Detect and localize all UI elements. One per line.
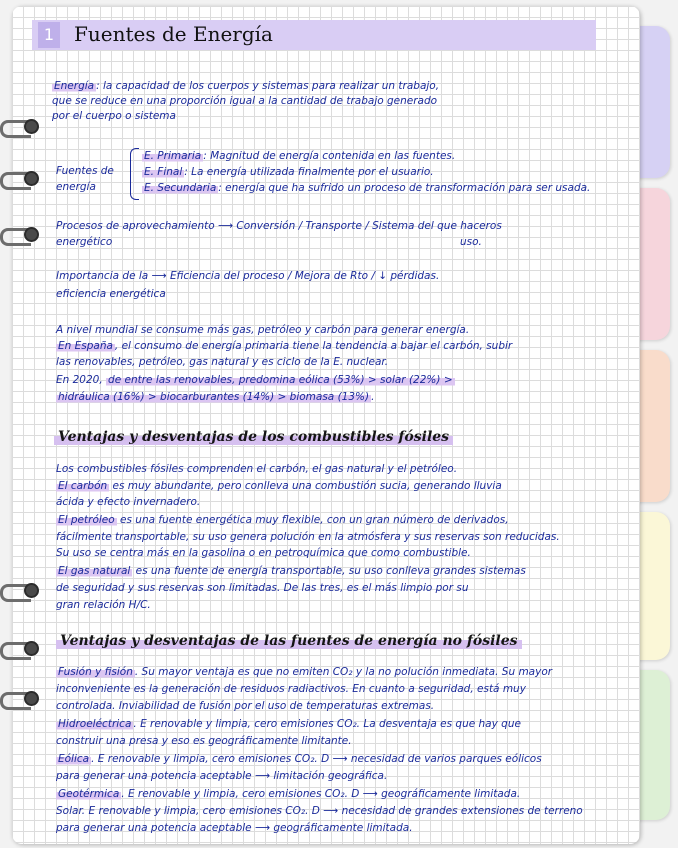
title-bar: [32, 20, 596, 50]
fuentes-item: E. Secundaria : energía que ha sufrido un proceso de transformación para ser usada.: [144, 182, 591, 194]
section-heading-fosiles: Ventajas y desventajas de los combustibles fósiles: [54, 428, 453, 446]
note-line: que se reduce en una proporción igual a la cantidad de trabajo generado: [52, 95, 438, 107]
brace-icon: [130, 148, 139, 200]
fuentes-label: energía: [56, 181, 96, 193]
note-line: controlada. Inviabilidad de fusión por el uso de temperaturas extremas.: [56, 700, 435, 712]
note-line: hidráulica (16%) > biocarburantes (14%) > biomasa (13%) .: [58, 391, 375, 403]
binder-ring-icon: [0, 640, 40, 658]
note-line: fácilmente transportable, su uso genera polución en la atmósfera y sus reservas son reducidas.: [56, 531, 560, 543]
note-line: El carbón es muy abundante, pero conlleva una combustión sucia, generando lluvia: [58, 480, 502, 492]
importancia-line: eficiencia energética: [56, 288, 166, 300]
fuentes-item: E. Primaria : Magnitud de energía contenida en las fuentes.: [144, 150, 456, 162]
note-line: El petróleo es una fuente energética muy flexible, con un gran número de derivados,: [58, 514, 509, 526]
procesos-line: uso.: [460, 236, 482, 248]
note-line: Los combustibles fósiles comprenden el carbón, el gas natural y el petróleo.: [56, 463, 458, 475]
note-line: En España , el consumo de energía primaria tiene la tendencia a bajar el carbón, subir: [58, 340, 513, 352]
binder-ring-icon: [0, 226, 40, 244]
note-line: Energía : la capacidad de los cuerpos y sistemas para realizar un trabajo,: [54, 80, 440, 92]
note-line: de seguridad y sus reservas son limitadas. De las tres, es el más limpio por su: [56, 582, 469, 594]
importancia-line: Importancia de la ⟶ Eficiencia del proceso / Mejora de Rto / ↓ pérdidas.: [56, 270, 440, 282]
binder-ring-icon: [0, 582, 40, 600]
note-line: las renovables, petróleo, gas natural y es ciclo de la E. nuclear.: [56, 356, 389, 368]
note-line: Hidroeléctrica . E renovable y limpia, cero emisiones CO₂. La desventaja es que hay que: [58, 718, 521, 730]
note-line: Eólica . E renovable y limpia, cero emisiones CO₂. D ⟶ necesidad de varios parques eólicos: [58, 753, 542, 765]
note-line: para generar una potencia aceptable ⟶ limitación geográfica.: [56, 770, 388, 782]
fuentes-label: Fuentes de: [56, 165, 114, 177]
binder-ring-icon: [0, 690, 40, 708]
note-line: gran relación H/C.: [56, 599, 151, 611]
note-line: El gas natural es una fuente de energía transportable, su uso conlleva grandes sistemas: [58, 565, 526, 577]
note-line: para generar una potencia aceptable ⟶ geográficamente limitada.: [56, 822, 413, 834]
note-line: Solar. E renovable y limpia, cero emisiones CO₂. D ⟶ necesidad de grandes extensiones de terreno: [56, 805, 583, 817]
note-line: por el cuerpo o sistema: [52, 110, 176, 122]
note-line: En 2020, de entre las renovables, predomina eólica (53%) > solar (22%) >: [56, 374, 453, 386]
binder-ring-icon: [0, 170, 40, 188]
procesos-line: Procesos de aprovechamiento ⟶ Conversión / Transporte / Sistema del que haceros: [56, 220, 502, 232]
binder-ring-icon: [0, 118, 40, 136]
note-line: Fusión y fisión . Su mayor ventaja es que no emiten CO₂ y la no polución inmediata. Su mayor: [58, 666, 553, 678]
highlight: Energía: [54, 80, 95, 92]
page-title: Fuentes de Energía: [74, 22, 273, 46]
fuentes-item: E. Final : La energía utilizada finalmente por el usuario.: [144, 166, 434, 178]
section-number: 1: [38, 22, 60, 48]
note-line: inconveniente es la generación de residuos radiactivos. En cuanto a seguridad, está muy: [56, 683, 526, 695]
note-line: construir una presa y eso es geográficamente limitante.: [56, 735, 352, 747]
note-line: ácida y efecto invernadero.: [56, 496, 201, 508]
note-line: A nivel mundial se consume más gas, petróleo y carbón para generar energía.: [56, 324, 470, 336]
procesos-line: energético: [56, 236, 113, 248]
note-line: Geotérmica . E renovable y limpia, cero emisiones CO₂. D ⟶ geográficamente limitada.: [58, 788, 521, 800]
note-line: Su uso se centra más en la gasolina o en petroquímica que como combustible.: [56, 547, 471, 559]
section-heading-no-fosiles: Ventajas y desventajas de las fuentes de energía no fósiles: [56, 632, 522, 650]
